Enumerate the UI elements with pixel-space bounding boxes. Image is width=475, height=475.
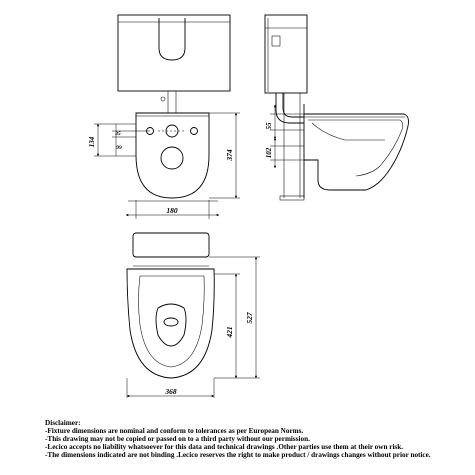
dim-inlet-height: 134 bbox=[88, 136, 96, 148]
dim-inlet-top: 35 bbox=[115, 131, 121, 137]
disclaimer-line: -This drawing may not be copied or passed on to a third party without our permission. bbox=[45, 435, 310, 444]
plan-cistern bbox=[133, 233, 209, 257]
dim-side-outlet-offset: 102 bbox=[265, 147, 273, 159]
dim-plan-depth: 527 bbox=[245, 312, 254, 324]
front-view bbox=[88, 15, 240, 219]
disclaimer-line: -Fixture dimensions are nominal and conform to tolerances as per European Norms. bbox=[45, 427, 304, 436]
side-view bbox=[265, 15, 409, 200]
dim-inlet-bottom: 99 bbox=[116, 145, 122, 151]
plan-view bbox=[127, 233, 260, 398]
front-flush-plate bbox=[159, 18, 185, 60]
disclaimer-line: -The dimensions indicated are not binding .Lecico reserves the right to make product / drawings changes without prior notice. bbox=[45, 451, 431, 460]
dim-front-height: 374 bbox=[225, 149, 234, 161]
dim-side-top-offset: 55 bbox=[265, 122, 273, 130]
front-cistern bbox=[118, 15, 230, 91]
side-cistern bbox=[265, 15, 307, 93]
disclaimer-line: -Lecico accepts no liability whatsoever for this data and technical drawings .Other parties use them at their own risk. bbox=[45, 443, 404, 452]
front-bowl bbox=[136, 113, 209, 198]
disclaimer-block bbox=[45, 419, 473, 459]
disclaimer-title: Disclaimer: bbox=[45, 419, 81, 427]
dim-plan-seat-depth: 421 bbox=[225, 326, 234, 338]
side-bowl bbox=[304, 114, 409, 190]
dim-plan-width: 368 bbox=[165, 387, 177, 396]
dim-front-width: 180 bbox=[166, 206, 178, 215]
